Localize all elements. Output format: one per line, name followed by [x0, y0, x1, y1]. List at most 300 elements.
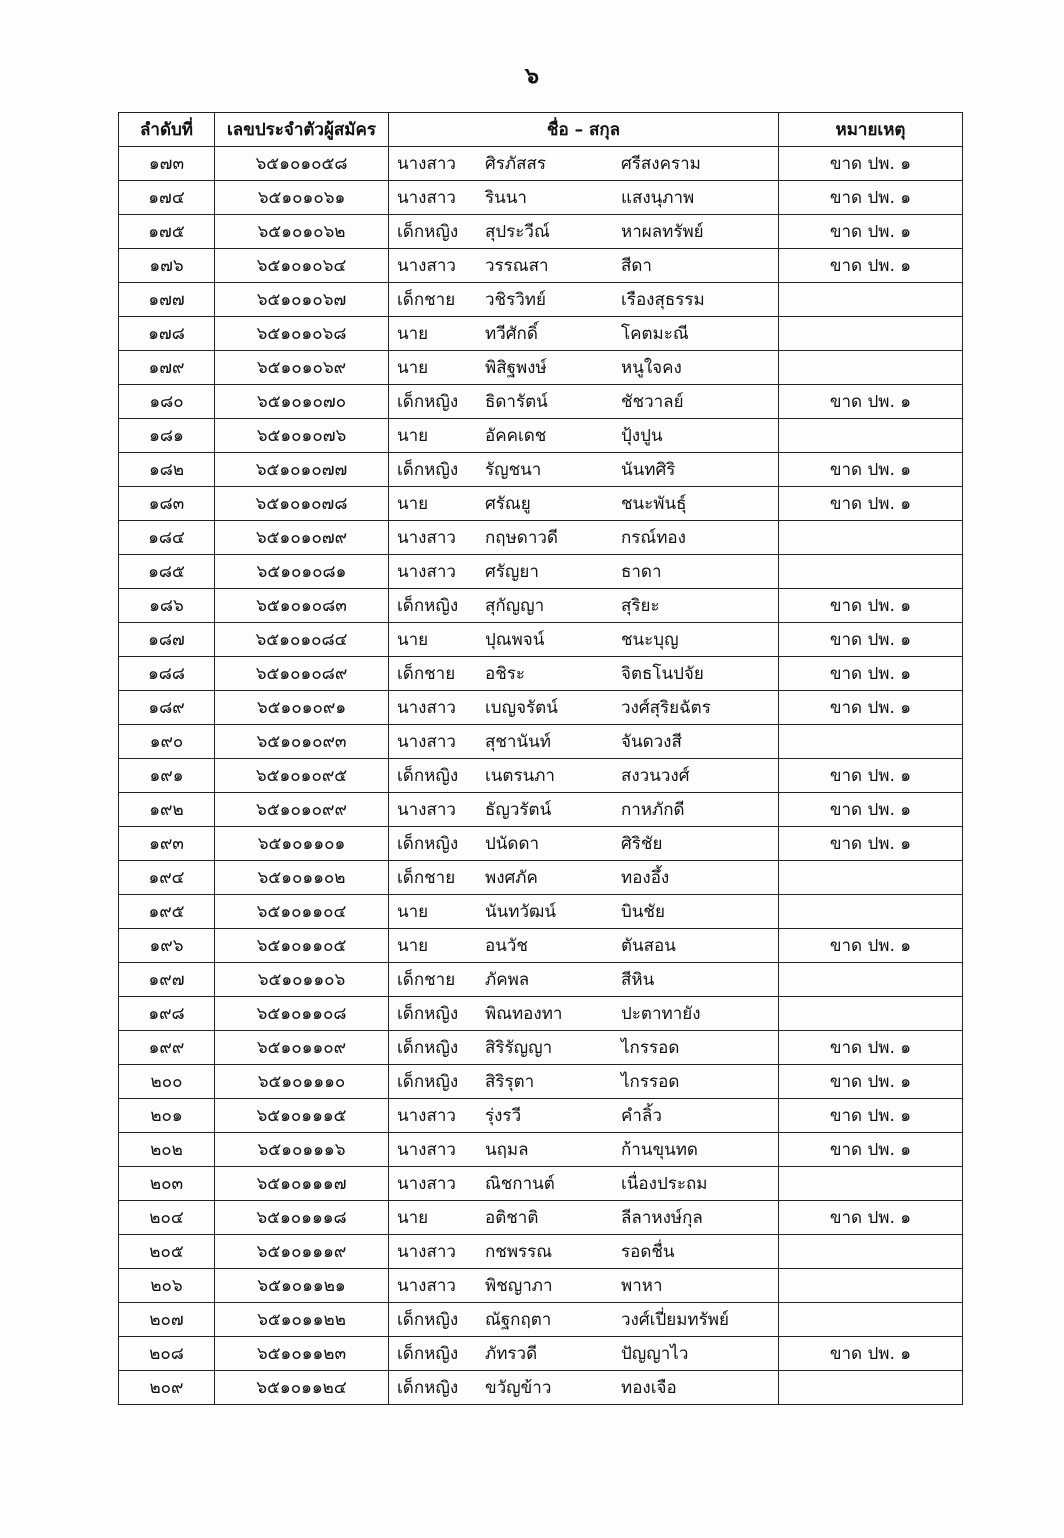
row-note: ขาด ปพ. ๑ — [779, 487, 963, 521]
first-name: นฤมล — [485, 1140, 529, 1160]
first-name: รัญชนา — [485, 460, 542, 480]
last-name: โคตมะณี — [621, 324, 689, 344]
name-prefix: นางสาว — [397, 800, 456, 820]
row-note: ขาด ปพ. ๑ — [779, 929, 963, 963]
row-name — [389, 521, 779, 555]
row-seq: ๑๙๑ — [119, 759, 215, 793]
row-app-id: ๖๕๑๐๑๐๙๑ — [215, 691, 389, 725]
row-note: ขาด ปพ. ๑ — [779, 691, 963, 725]
row-name — [389, 997, 779, 1031]
table-row — [119, 419, 963, 453]
name-prefix: เด็กชาย — [397, 290, 456, 310]
first-name: วรรณสา — [485, 256, 549, 276]
row-seq: ๑๙๐ — [119, 725, 215, 759]
name-prefix: นางสาว — [397, 732, 456, 752]
name-prefix: นาย — [397, 494, 429, 514]
name-prefix: นาย — [397, 936, 429, 956]
row-name — [389, 861, 779, 895]
name-prefix: เด็กหญิง — [397, 1038, 459, 1058]
row-name — [389, 215, 779, 249]
last-name: ศรีสงคราม — [621, 154, 701, 174]
row-note — [779, 555, 963, 589]
last-name: สีดา — [621, 256, 652, 276]
first-name: ศรัญยา — [485, 562, 539, 582]
name-prefix: นางสาว — [397, 562, 456, 582]
row-name — [389, 657, 779, 691]
row-app-id: ๖๕๑๐๑๐๖๔ — [215, 249, 389, 283]
row-note: ขาด ปพ. ๑ — [779, 827, 963, 861]
table-row — [119, 759, 963, 793]
table-row — [119, 317, 963, 351]
row-name — [389, 691, 779, 725]
table-row — [119, 1269, 963, 1303]
row-app-id: ๖๕๑๐๑๐๖๗ — [215, 283, 389, 317]
row-seq: ๑๙๕ — [119, 895, 215, 929]
row-seq: ๑๙๔ — [119, 861, 215, 895]
table-row — [119, 963, 963, 997]
name-prefix: เด็กหญิง — [397, 596, 459, 616]
name-prefix: นาย — [397, 902, 429, 922]
last-name: เนื่องประถม — [621, 1174, 708, 1194]
first-name: กฤษดาวดี — [485, 528, 558, 548]
last-name: ตันสอน — [621, 936, 676, 956]
row-app-id: ๖๕๑๐๑๐๖๙ — [215, 351, 389, 385]
last-name: จันดวงสี — [621, 732, 682, 752]
first-name: ณิชกานต์ — [485, 1174, 555, 1194]
row-name — [389, 1235, 779, 1269]
row-name — [389, 759, 779, 793]
row-seq: ๑๘๕ — [119, 555, 215, 589]
table-row — [119, 895, 963, 929]
row-seq: ๒๐๕ — [119, 1235, 215, 1269]
row-seq: ๑๗๖ — [119, 249, 215, 283]
row-name — [389, 555, 779, 589]
row-note: ขาด ปพ. ๑ — [779, 147, 963, 181]
row-seq: ๑๙๗ — [119, 963, 215, 997]
name-prefix: นางสาว — [397, 1140, 456, 1160]
name-prefix: เด็กหญิง — [397, 1378, 459, 1398]
row-app-id: ๖๕๑๐๑๑๐๒ — [215, 861, 389, 895]
name-prefix: นาย — [397, 1208, 429, 1228]
last-name: ก้านขุนทด — [621, 1140, 698, 1160]
last-name: หาผลทรัพย์ — [621, 222, 704, 242]
row-seq: ๒๐๙ — [119, 1371, 215, 1405]
row-seq: ๑๘๒ — [119, 453, 215, 487]
first-name: ศิรภัสสร — [485, 154, 547, 174]
row-seq: ๑๘๑ — [119, 419, 215, 453]
table-row — [119, 147, 963, 181]
row-seq: ๑๘๐ — [119, 385, 215, 419]
row-name — [389, 895, 779, 929]
name-prefix: นางสาว — [397, 154, 456, 174]
row-name — [389, 1133, 779, 1167]
row-note — [779, 1167, 963, 1201]
name-prefix: นาย — [397, 358, 429, 378]
name-prefix: เด็กหญิง — [397, 392, 459, 412]
row-name — [389, 725, 779, 759]
last-name: พาหา — [621, 1276, 663, 1296]
first-name: สุประวีณ์ — [485, 222, 550, 242]
row-name — [389, 1303, 779, 1337]
row-name — [389, 1099, 779, 1133]
row-note: ขาด ปพ. ๑ — [779, 1337, 963, 1371]
row-app-id: ๖๕๑๐๑๑๑๘ — [215, 1201, 389, 1235]
row-seq: ๑๗๓ — [119, 147, 215, 181]
table-row — [119, 1099, 963, 1133]
row-name — [389, 1371, 779, 1405]
row-note — [779, 521, 963, 555]
header-seq: ลำดับที่ — [119, 113, 215, 147]
row-seq: ๑๘๖ — [119, 589, 215, 623]
first-name: นันทวัฒน์ — [485, 902, 556, 922]
name-prefix: เด็กชาย — [397, 970, 456, 990]
row-seq: ๑๘๙ — [119, 691, 215, 725]
last-name: ชนะบุญ — [621, 630, 679, 650]
row-note — [779, 1269, 963, 1303]
first-name: รินนา — [485, 188, 527, 208]
row-seq: ๑๗๔ — [119, 181, 215, 215]
row-seq: ๑๘๔ — [119, 521, 215, 555]
row-app-id: ๖๕๑๐๑๑๒๒ — [215, 1303, 389, 1337]
table-row — [119, 385, 963, 419]
row-seq: ๑๙๘ — [119, 997, 215, 1031]
last-name: กาหภักดี — [621, 800, 685, 820]
table-header-row — [119, 113, 963, 147]
table-row — [119, 997, 963, 1031]
row-note: ขาด ปพ. ๑ — [779, 181, 963, 215]
name-prefix: เด็กชาย — [397, 868, 456, 888]
row-app-id: ๖๕๑๐๑๑๐๘ — [215, 997, 389, 1031]
last-name: ทองอึ้ง — [621, 868, 670, 888]
first-name: อติชาติ — [485, 1208, 539, 1228]
row-app-id: ๖๕๑๐๑๐๙๙ — [215, 793, 389, 827]
first-name: ศรัณยู — [485, 494, 531, 514]
table-body — [119, 147, 963, 1405]
last-name: ชนะพันธุ์ — [621, 494, 687, 514]
last-name: นันทศิริ — [621, 460, 676, 480]
first-name: ปุณพจน์ — [485, 630, 545, 650]
first-name: ทวีศักดิ์ — [485, 324, 538, 344]
row-name — [389, 419, 779, 453]
first-name: เบญจรัตน์ — [485, 698, 558, 718]
last-name: ลีลาหงษ์กุล — [621, 1208, 703, 1228]
table-row — [119, 215, 963, 249]
row-app-id: ๖๕๑๐๑๐๗๘ — [215, 487, 389, 521]
row-seq: ๒๐๔ — [119, 1201, 215, 1235]
name-prefix: นางสาว — [397, 698, 456, 718]
first-name: ขวัญข้าว — [485, 1378, 552, 1398]
row-app-id: ๖๕๑๐๑๐๗๐ — [215, 385, 389, 419]
first-name: กชพรรณ — [485, 1242, 553, 1262]
row-note: ขาด ปพ. ๑ — [779, 1099, 963, 1133]
first-name: พิชญาภา — [485, 1276, 553, 1296]
last-name: แสงนุภาพ — [621, 188, 695, 208]
row-note — [779, 1371, 963, 1405]
table-row — [119, 1167, 963, 1201]
row-name — [389, 623, 779, 657]
row-note: ขาด ปพ. ๑ — [779, 589, 963, 623]
table-row — [119, 589, 963, 623]
table-row — [119, 1031, 963, 1065]
row-app-id: ๖๕๑๐๑๑๑๐ — [215, 1065, 389, 1099]
row-note: ขาด ปพ. ๑ — [779, 1031, 963, 1065]
row-note: ขาด ปพ. ๑ — [779, 453, 963, 487]
row-app-id: ๖๕๑๐๑๑๒๑ — [215, 1269, 389, 1303]
row-note — [779, 997, 963, 1031]
applicant-table — [118, 112, 963, 1405]
row-note: ขาด ปพ. ๑ — [779, 1201, 963, 1235]
row-seq: ๒๐๒ — [119, 1133, 215, 1167]
table-row — [119, 453, 963, 487]
first-name: พงศภัค — [485, 868, 538, 888]
header-app-id: เลขประจำตัวผู้สมัคร — [215, 113, 389, 147]
table-row — [119, 1337, 963, 1371]
row-name — [389, 453, 779, 487]
first-name: อชิระ — [485, 664, 526, 684]
name-prefix: เด็กหญิง — [397, 222, 459, 242]
last-name: ปุ้งปูน — [621, 426, 663, 446]
table-row — [119, 1133, 963, 1167]
table-row — [119, 793, 963, 827]
first-name: อัคคเดช — [485, 426, 547, 446]
row-name — [389, 589, 779, 623]
row-name — [389, 351, 779, 385]
row-note — [779, 317, 963, 351]
row-note — [779, 419, 963, 453]
header-note: หมายเหตุ — [779, 113, 963, 147]
name-prefix: เด็กหญิง — [397, 834, 459, 854]
last-name: ไกรรอด — [621, 1038, 680, 1058]
row-name — [389, 249, 779, 283]
row-app-id: ๖๕๑๐๑๐๖๑ — [215, 181, 389, 215]
row-name — [389, 487, 779, 521]
table-row — [119, 521, 963, 555]
row-app-id: ๖๕๑๐๑๐๖๘ — [215, 317, 389, 351]
row-seq: ๒๐๓ — [119, 1167, 215, 1201]
row-note: ขาด ปพ. ๑ — [779, 759, 963, 793]
first-name: ธัญวรัตน์ — [485, 800, 552, 820]
row-name — [389, 929, 779, 963]
row-seq: ๑๗๘ — [119, 317, 215, 351]
name-prefix: เด็กหญิง — [397, 766, 459, 786]
row-note: ขาด ปพ. ๑ — [779, 215, 963, 249]
table-row — [119, 657, 963, 691]
first-name: พิณทองทา — [485, 1004, 563, 1024]
last-name: กรณ์ทอง — [621, 528, 686, 548]
row-seq: ๒๐๘ — [119, 1337, 215, 1371]
name-prefix: นางสาว — [397, 1276, 456, 1296]
row-name — [389, 1201, 779, 1235]
row-seq: ๒๐๐ — [119, 1065, 215, 1099]
last-name: วงศ์เปี่ยมทรัพย์ — [621, 1310, 729, 1330]
last-name: ปะตาทายัง — [621, 1004, 701, 1024]
table-row — [119, 691, 963, 725]
row-app-id: ๖๕๑๐๑๑๑๗ — [215, 1167, 389, 1201]
row-seq: ๒๐๖ — [119, 1269, 215, 1303]
row-app-id: ๖๕๑๐๑๑๑๕ — [215, 1099, 389, 1133]
row-note — [779, 283, 963, 317]
row-note: ขาด ปพ. ๑ — [779, 657, 963, 691]
first-name: เนตรนภา — [485, 766, 555, 786]
row-app-id: ๖๕๑๐๑๐๗๖ — [215, 419, 389, 453]
first-name: พิสิฐพงษ์ — [485, 358, 547, 378]
last-name: ปัญญาไว — [621, 1344, 689, 1364]
row-name — [389, 181, 779, 215]
page-number: ๖ — [525, 64, 539, 89]
row-app-id: ๖๕๑๐๑๑๑๖ — [215, 1133, 389, 1167]
row-name — [389, 1031, 779, 1065]
first-name: รุ่งรวี — [485, 1106, 522, 1126]
first-name: สิริรัญญา — [485, 1038, 553, 1058]
name-prefix: นางสาว — [397, 1106, 456, 1126]
row-app-id: ๖๕๑๐๑๑๐๖ — [215, 963, 389, 997]
table-row — [119, 929, 963, 963]
last-name: ธาดา — [621, 562, 662, 582]
row-seq: ๒๐๗ — [119, 1303, 215, 1337]
table-row — [119, 725, 963, 759]
table-row — [119, 351, 963, 385]
first-name: วชิรวิทย์ — [485, 290, 546, 310]
row-note — [779, 1235, 963, 1269]
table-row — [119, 555, 963, 589]
table-row — [119, 1303, 963, 1337]
name-prefix: เด็กหญิง — [397, 1310, 459, 1330]
row-seq: ๑๗๕ — [119, 215, 215, 249]
first-name: ณัฐกฤตา — [485, 1310, 552, 1330]
last-name: ไกรรอด — [621, 1072, 680, 1092]
table-row — [119, 249, 963, 283]
last-name: สงวนวงศ์ — [621, 766, 690, 786]
row-seq: ๑๙๙ — [119, 1031, 215, 1065]
table-row — [119, 487, 963, 521]
name-prefix: เด็กหญิง — [397, 1344, 459, 1364]
row-name — [389, 283, 779, 317]
row-app-id: ๖๕๑๐๑๑๒๔ — [215, 1371, 389, 1405]
table-row — [119, 181, 963, 215]
row-app-id: ๖๕๑๐๑๑๒๓ — [215, 1337, 389, 1371]
row-app-id: ๖๕๑๐๑๐๕๘ — [215, 147, 389, 181]
table-row — [119, 827, 963, 861]
table-row — [119, 1235, 963, 1269]
row-seq: ๑๗๗ — [119, 283, 215, 317]
row-seq: ๑๘๘ — [119, 657, 215, 691]
row-note: ขาด ปพ. ๑ — [779, 1065, 963, 1099]
name-prefix: เด็กหญิง — [397, 1004, 459, 1024]
row-app-id: ๖๕๑๐๑๐๘๔ — [215, 623, 389, 657]
first-name: สุชานันท์ — [485, 732, 551, 752]
row-app-id: ๖๕๑๐๑๐๗๙ — [215, 521, 389, 555]
last-name: ชัชวาลย์ — [621, 392, 684, 412]
name-prefix: นางสาว — [397, 1174, 456, 1194]
row-name — [389, 1269, 779, 1303]
last-name: จิตธโนปจัย — [621, 664, 704, 684]
row-note: ขาด ปพ. ๑ — [779, 385, 963, 419]
table-row — [119, 861, 963, 895]
table-row — [119, 623, 963, 657]
row-note — [779, 351, 963, 385]
first-name: อนวัช — [485, 936, 528, 956]
row-name — [389, 1167, 779, 1201]
name-prefix: นางสาว — [397, 256, 456, 276]
row-app-id: ๖๕๑๐๑๐๙๓ — [215, 725, 389, 759]
name-prefix: เด็กชาย — [397, 664, 456, 684]
name-prefix: นางสาว — [397, 528, 456, 548]
table-row — [119, 1371, 963, 1405]
row-note: ขาด ปพ. ๑ — [779, 793, 963, 827]
row-note: ขาด ปพ. ๑ — [779, 249, 963, 283]
header-name: ชื่อ – สกุล — [389, 113, 779, 147]
first-name: ธิดารัตน์ — [485, 392, 548, 412]
name-prefix: เด็กหญิง — [397, 1072, 459, 1092]
last-name: สุริยะ — [621, 596, 660, 616]
last-name: ทองเจือ — [621, 1378, 677, 1398]
last-name: ศิริชัย — [621, 834, 663, 854]
row-name — [389, 1065, 779, 1099]
row-name — [389, 385, 779, 419]
row-note — [779, 725, 963, 759]
name-prefix: นาย — [397, 426, 429, 446]
name-prefix: นาย — [397, 324, 429, 344]
row-seq: ๒๐๑ — [119, 1099, 215, 1133]
last-name: หนูใจคง — [621, 358, 682, 378]
row-app-id: ๖๕๑๐๑๑๐๑ — [215, 827, 389, 861]
name-prefix: นางสาว — [397, 188, 456, 208]
row-seq: ๑๘๓ — [119, 487, 215, 521]
row-seq: ๑๘๗ — [119, 623, 215, 657]
last-name: คำลิ้ว — [621, 1106, 662, 1126]
row-note — [779, 861, 963, 895]
row-app-id: ๖๕๑๐๑๑๐๙ — [215, 1031, 389, 1065]
row-seq: ๑๗๙ — [119, 351, 215, 385]
row-name — [389, 963, 779, 997]
name-prefix: เด็กหญิง — [397, 460, 459, 480]
first-name: สิริรุตา — [485, 1072, 535, 1092]
row-seq: ๑๙๓ — [119, 827, 215, 861]
first-name: ปนัดดา — [485, 834, 540, 854]
row-app-id: ๖๕๑๐๑๐๘๑ — [215, 555, 389, 589]
row-seq: ๑๙๒ — [119, 793, 215, 827]
row-note: ขาด ปพ. ๑ — [779, 1133, 963, 1167]
row-note — [779, 895, 963, 929]
row-app-id: ๖๕๑๐๑๐๖๒ — [215, 215, 389, 249]
row-name — [389, 827, 779, 861]
row-seq: ๑๙๖ — [119, 929, 215, 963]
last-name: เรืองสุธรรม — [621, 290, 705, 310]
row-name — [389, 793, 779, 827]
row-app-id: ๖๕๑๐๑๑๐๔ — [215, 895, 389, 929]
table-row — [119, 1201, 963, 1235]
row-app-id: ๖๕๑๐๑๑๐๕ — [215, 929, 389, 963]
row-name — [389, 317, 779, 351]
row-app-id: ๖๕๑๐๑๐๙๕ — [215, 759, 389, 793]
row-note — [779, 1303, 963, 1337]
first-name: สุกัญญา — [485, 596, 545, 616]
name-prefix: นาย — [397, 630, 429, 650]
first-name: ภัคพล — [485, 970, 530, 990]
last-name: บินชัย — [621, 902, 665, 922]
row-app-id: ๖๕๑๐๑๐๗๗ — [215, 453, 389, 487]
table-row — [119, 1065, 963, 1099]
row-app-id: ๖๕๑๐๑๐๘๙ — [215, 657, 389, 691]
row-app-id: ๖๕๑๐๑๐๘๓ — [215, 589, 389, 623]
name-prefix: นางสาว — [397, 1242, 456, 1262]
table-row — [119, 283, 963, 317]
last-name: รอดชื่น — [621, 1242, 675, 1262]
row-note: ขาด ปพ. ๑ — [779, 623, 963, 657]
row-app-id: ๖๕๑๐๑๑๑๙ — [215, 1235, 389, 1269]
last-name: วงศ์สุริยฉัตร — [621, 698, 711, 718]
row-name — [389, 147, 779, 181]
